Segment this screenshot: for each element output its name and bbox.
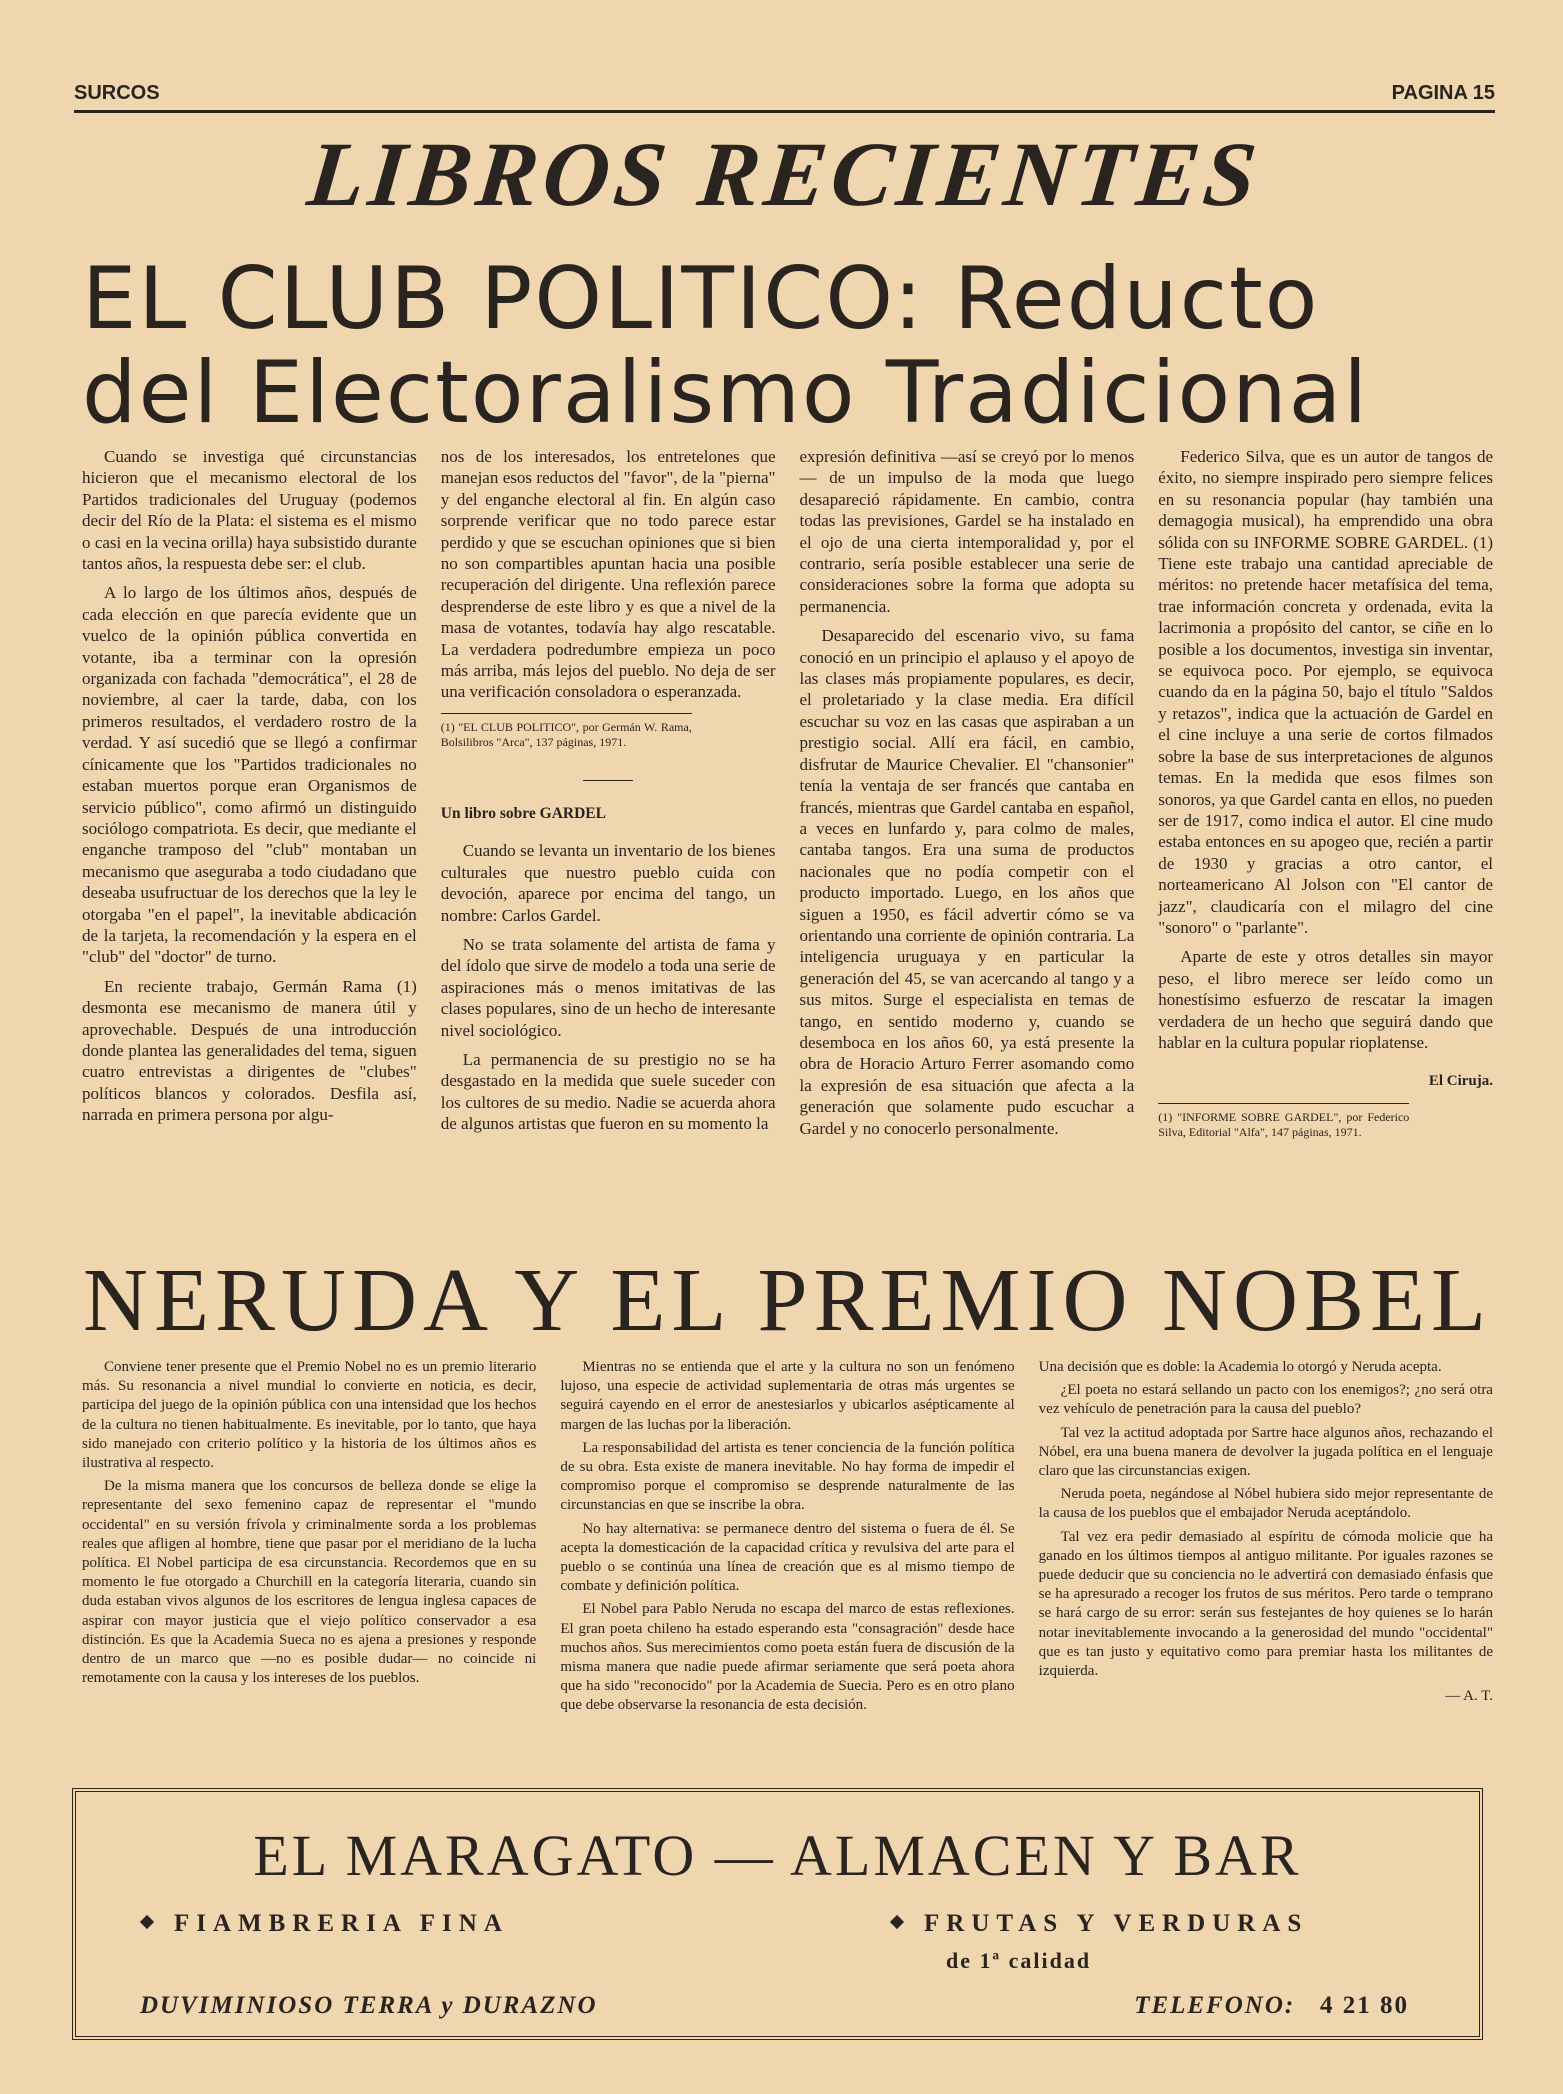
article1-column-1: [82, 446, 417, 1246]
paragraph: Federico Silva, que es un autor de tangos de éxito, no siempre inspirado pero siempre felices en su resonancia popular (hay también una demagogia musical), ha emprendido una obra sólida con su INFORME SOBRE GARDEL. (1) Tiene este trabajo una cantidad apreciable de méritos: no pretende hacer metafísica del tema, trae información concreta y ordenada, evita la lacrimonia a propósito del cantor, se ciñe en lo posible a los documentos, investiga sin inventar, se equivoca poco. Por ejemplo, se equivoca cuando da en la página 50, bajo el título "Saldos y retazos", indica que la actuación de Gardel en el cine incluye a una serie de cortos filmados sobre la base de sus interpretaciones de algunos temas. En la medida que esos filmes son sonoros, ya que Gardel canta en ellos, no pueden ser de 1917, como indica el autor. El cine mudo estaba entonces en su apogeo que, recién a partir de 1930 y gracias a otro cantor, el norteamericano Al Jolson con "El cantor de jazz", claudicaría con el milagro del cine "sonoro" o "parlante".: [1158, 447, 1493, 937]
ad-right-sub: [892, 1910, 1308, 1938]
paragraph: Una decisión que es doble: la Academia lo otorgó y Neruda acepta.: [1038, 1359, 1442, 1375]
byline: — A. T.: [1445, 1688, 1493, 1705]
running-header: [74, 78, 1495, 110]
paragraph: El Nobel para Pablo Neruda no escapa del marco de estas reflexiones. El gran poeta chileno ha estado esperando esta "consagración" desde hace muchos años. Sus merecimientos como poeta están fuera de discusión de la misma manera que nadie puede afirmar seriamente que será poeta ahora que ha sido "reconocido" por la Academia de Suecia. Pero es en otro plano que debe observarse la resonancia de esta decisión.: [560, 1601, 1015, 1714]
paragraph: La responsabilidad del artista es tener conciencia de la función política de su obra. Esta existe de manera inevitable. No hay forma de impedir el compromiso porque el compromiso se desprende naturalmente de las circunstancias en que se inscribe la obra.: [560, 1439, 1015, 1514]
paragraph: Conviene tener presente que el Premio Nobel no es un premio literario más. Su resonancia a nivel mundial lo convierte en noticia, es decir, participa del juego de la opinión pública con una intensidad que los hechos de la cultura no tienen habitualmente. Es inevitable, por lo tanto, que haya sido manejado con criterio político y la historia de los últimos años es ilustrativa al respecto.: [82, 1359, 537, 1472]
paragraph: nos de los interesados, los entretelones que manejan esos reductos del "favor", de la "pierna" y del enganche electoral al fin. En algún caso sorprende verificar que no todo parece estar perdido y que se escuchan opiniones que si bien no son compartibles apuntan hacia una posible recuperación del dirigente. Una reflexión parece desprenderse de este libro y es que a nivel de la masa de votantes, todavía hay algo rescatable. La verdadera podredumbre empieza un poco más arriba, más lejos del pueblo. No deja de ser una verificación consoladora o esperanzada.: [440, 447, 776, 702]
article1-column-2: [441, 446, 776, 1246]
paragraph: Tal vez la actitud adoptada por Sartre hace algunos años, rechazando el Nóbel, era una buena manera de devolver la jugada política en el lenguaje claro que las circunstancias exigen.: [1038, 1424, 1493, 1480]
article1-headline: [82, 249, 1493, 443]
footnote: (1) "EL CLUB POLITICO", por Germán W. Rama, Bolsilibros "Arca", 137 páginas, 1971.: [441, 713, 692, 750]
paragraph: En reciente trabajo, Germán Rama (1) desmonta ese mecanismo de manera útil y aprovechable. Después de una introducción donde plantea las generalidades del tema, siguen cuatro entrevistas a dirigentes de "clubes" políticos blancos y colorados. Desfila así, narrada en primera persona por algu-: [82, 976, 417, 1125]
ad-address: DUVIMINIOSO TERRA y DURAZNO: [140, 1992, 598, 2019]
page-number: PAGINA 15: [1391, 82, 1495, 104]
paragraph: Desaparecido del escenario vivo, su fama conoció en un principio el aplauso y el apoyo de las clases más propiamente populares, es decir, el proletariado y la clase media. Era difícil escuchar su voz en las casas que aspiraban a un prestigio social. Allí era fácil, en cambio, disfrutar de Maurice Chevalier. El "chansonier" tenía la ventaja de ser francés que cantaba en francés, mientras que Gardel cantaba en español, a veces en lunfardo y, para colmo de males, cantaba tangos. Era una suma de productos nacionales que no podía competir con el producto importado. Luego, en los años que siguen a 1950, es fácil advertir cómo se va orientando una corriente de opinión contraria. La inteligencia uruguaya y en particular la generación del 45, se van acercando al tango y a sus mitos. Surge el especialista en temas de tango, en sentido moderno y, cuando se desemboca en los años 60, ya está presente la obra de Horacio Arturo Ferrer asomando como la expresión de esa situación que afecta a la generación que solamente pudo escuchar a Gardel y no conocerlo personalmente.: [799, 626, 1135, 1138]
paragraph: Tal vez era pedir demasiado al espíritu de cómoda molicie que ha ganado en los últimos tiempos al antiguo militante. Por iguales razones se puede deducir que su conciencia no le advertirá con demasiado énfasis que se ha apresurado a recoger los frutos de sus méritos. Pero tarde o temprano se hará cargo de su error: serán sus festejantes de hoy quienes se lo harán notar inevitablemente invocando a la generosidad del mundo "occidental" que es tan justo y equitativo como para premiar hasta los militantes de izquierda.: [1038, 1528, 1493, 1680]
advertisement: [72, 1788, 1483, 2040]
publication-name: SURCOS: [74, 82, 160, 104]
footnote: (1) "INFORME SOBRE GARDEL", por Federico Silva, Editorial "Alfa", 147 páginas, 1971.: [1158, 1103, 1409, 1140]
article2-column-3: [1039, 1358, 1493, 1768]
article1-column-4: [1158, 446, 1493, 1246]
header-rule: [74, 110, 1495, 113]
ad-phone-label: TELEFONO:: [1134, 1992, 1296, 2019]
article1-headline-line1: EL CLUB POLITICO: Reducto: [82, 249, 1320, 349]
ad-quality: de 1ª calidad: [946, 1948, 1092, 1973]
ad-left-sub: [142, 1910, 509, 1938]
diamond-icon: [890, 1915, 904, 1929]
section-title: LIBROS RECIENTES: [303, 123, 1266, 225]
article2-column-2: [560, 1358, 1014, 1768]
paragraph: La permanencia de su prestigio no se ha desgastado en la medida que suele suceder con los cultores de su medio. Nadie se acuerda ahora de algunos artistas que fueron en su momento la: [440, 1049, 776, 1134]
paragraph: expresión definitiva —así se creyó por lo menos— de un impulso de la moda que luego desapareció rápidamente. En cambio, contra todas las previsiones, Gardel se ha instalado en el ojo de una cierta intemporalidad y, por el contrario, sería posible establecer una serie de consideraciones sobre la forma que adopta su permanencia.: [799, 447, 1135, 616]
article2-body: [82, 1358, 1493, 1768]
ad-title: EL MARAGATO — ALMACEN Y BAR: [253, 1823, 1302, 1888]
paragraph: Neruda poeta, negándose al Nóbel hubiera sido mejor representante de la causa de los pueblos que el embajador Neruda aceptándolo.: [1038, 1486, 1493, 1522]
article1-headline-line2: del Electoralismo Tradicional: [82, 343, 1370, 443]
ad-phone: 4 21 80: [1320, 1992, 1409, 2019]
paragraph: De la misma manera que los concursos de belleza donde se elige la representante del sexo femenino capaz de representar el "mundo occidental" en su versión frívola y criminalmente sorda a los problemas reales que afligen al hombre, tiene que pasar por el meridiano de la lucha política. El Nobel participa de esa circunstancia. Recordemos que en su momento le fue otorgado a Churchill en la categoría literaria, cuando sin duda estaban vivos algunos de los escritores de lengua inglesa capaces de aspirar con mayor justicia que el viejo político conservador a esa distinción. Es que la Academia Sueca no es ajena a presiones y responde dentro de un marco que —no es posible dudar— no coincide ni remotamente con la causa y los intereses de los pueblos.: [82, 1478, 537, 1687]
diamond-icon: [140, 1915, 154, 1929]
article1-body: [82, 446, 1493, 1246]
article2-headline: NERUDA Y EL PREMIO NOBEL: [83, 1251, 1492, 1350]
paragraph: No se trata solamente del artista de fama y del ídolo que sirve de modelo a toda una serie de aspiraciones más o menos imitativas de las clases populares, sino de un hecho de interesante nivel sociológico.: [440, 934, 776, 1040]
subheading: Un libro sobre GARDEL: [440, 804, 606, 822]
article1-column-3: [800, 446, 1135, 1246]
paragraph: Cuando se investiga qué circunstancias hicieron que el mecanismo electoral de los Partidos tradicionales del Uruguay (podemos decir del Río de la Plata: el sistema es el mismo o casi en la vecina orilla) haya subsistido durante tantos años, la respuesta debe ser: el club.: [82, 447, 417, 574]
paragraph: No hay alternativa: se permanece dentro del sistema o fuera de él. Se acepta la domesticación de la capacidad crítica y revulsiva del arte para el pueblo o se continúa una línea de creación que es al mismo tiempo de combate y definición política.: [560, 1520, 1015, 1595]
article2-column-1: [82, 1358, 536, 1768]
paragraph: Mientras no se entienda que el arte y la cultura no son un fenómeno lujoso, una especie de actividad suplementaria de otras más urgentes se seguirá cayendo en el error de anestesiarlos y ubicarlos asépticamente al margen de las luchas por la liberación.: [560, 1359, 1015, 1433]
byline: El Ciruja.: [1428, 1073, 1493, 1090]
ad-phone-group: [1134, 1992, 1409, 2020]
paragraph: Aparte de este y otros detalles sin mayor peso, el libro merece ser leído como un honestísimo esfuerzo de rescatar la imagen verdadera de un hecho que seguirá dando que hablar en la cultura popular rioplatense.: [1158, 947, 1493, 1052]
separator: [583, 780, 633, 781]
ad-right-sub-text: FRUTAS Y VERDURAS: [924, 1910, 1309, 1937]
paragraph: Cuando se levanta un inventario de los bienes culturales que nuestro pueblo cuida con devoción, aparece por encima del tango, un nombre: Carlos Gardel.: [440, 841, 776, 925]
ad-left-sub-text: FIAMBRERIA FINA: [174, 1910, 509, 1937]
paragraph: ¿El poeta no estará sellando un pacto con los enemigos?; ¿no será otra vez vehículo de penetración para la causa del pueblo?: [1038, 1382, 1493, 1418]
paragraph: A lo largo de los últimos años, después de cada elección en que parecía evidente que un vuelco de la opinión pública convertida en votante, iba a terminar con la opresión organizada con fachada "democrática", el 28 de noviembre, al caer la tarde, daba, con los primeros resultados, el verdadero rostro de la verdad. Y así sucedió que se llegó a confirmar cínicamente que los "Partidos tradicionales no estaban muertos porque eran Organismos de servicio público", como afirmó un distinguido sociólogo compatriota. Es decir, que mediante el enganche tramposo del "club" montaban un mecanismo que aseguraba a todo ciudadano que deseaba usufructuar de los derechos que la ley le otorgaba "en el papel", la inevitable abdicación de la tarjeta, la recomendación y la espera en el "club" del "doctor" de turno.: [82, 583, 417, 967]
